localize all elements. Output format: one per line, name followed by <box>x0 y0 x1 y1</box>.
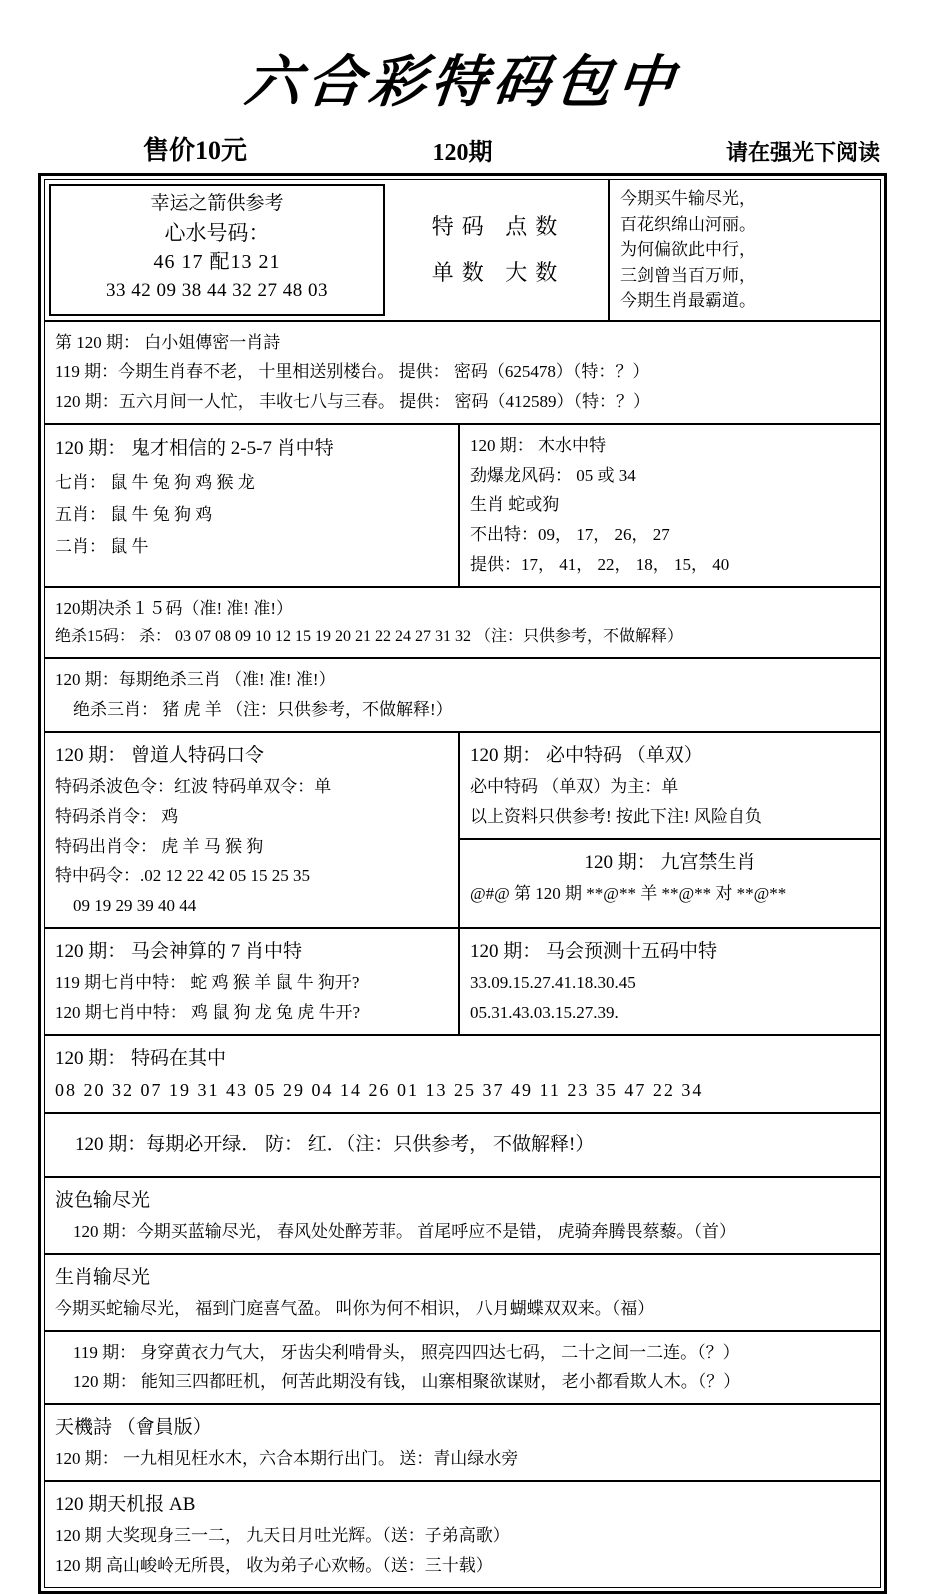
baixiaojie-line-120: 120 期：五六月间一人忙， 丰收七八与三春。 提供： 密码（412589）（特：？） <box>55 392 650 411</box>
jiugong-title: 120 期： 九宫禁生肖 <box>584 851 756 873</box>
issue-label: 120期 <box>432 140 493 166</box>
mahui-yuce-r1: 33.09.15.27.41.18.30.45 <box>470 973 636 992</box>
mahui-119: 119 期七肖中特： 蛇 鸡 猴 羊 鼠 牛 狗开? <box>55 973 360 992</box>
lucky-line-1: 46 17 配13 21 <box>153 250 281 273</box>
mushui-tigong: 提供：17， 41， 22， 18， 15， 40 <box>470 554 730 574</box>
poem-line: 百花织绵山河丽。 <box>620 214 756 234</box>
guicai-2xiao: 二肖： 鼠 牛 <box>55 537 149 557</box>
mid-line-2: 单数 大数 <box>431 259 566 285</box>
mahui-yuce-title: 120 期： 马会预测十五码中特 <box>470 940 718 962</box>
mushui-shengxiao: 生肖 蛇或狗 <box>470 495 560 515</box>
bose-line: 120 期：今期买蓝输尽光， 春风处处醉芳菲。 首尾呼应不是错， 虎骑奔腾畏蔡藜。（首） <box>73 1221 736 1241</box>
section-baixiaojie <box>45 322 880 425</box>
mushui-title: 120 期： 木水中特 <box>470 435 606 455</box>
section-juesha-sanxiao <box>45 659 880 733</box>
poem-line: 三剑曾当百万师， <box>620 265 756 285</box>
section-bikailv <box>45 1114 880 1177</box>
tianji-shi-title: 天機詩 （會員版） <box>55 1417 212 1439</box>
mid-box <box>389 180 608 320</box>
kouling-chuxiao: 特码出肖令： 虎 羊 马 猴 狗 <box>55 836 264 856</box>
section-tianji-shi <box>45 1405 880 1482</box>
poem-box <box>608 180 880 320</box>
section-bose <box>45 1178 880 1255</box>
mushui-longfengma: 劲爆龙风码： 05 或 34 <box>470 465 636 485</box>
tema-title: 120 期： 特码在其中 <box>55 1047 227 1069</box>
baixiaojie-line-119: 119 期：今期生肖春不老， 十里相送别楼台。 提供： 密码（625478）（特：？） <box>55 362 650 382</box>
kouling-shaxiao: 特码杀肖令： 鸡 <box>55 806 179 826</box>
tema-nums: 08 20 32 07 19 31 43 05 29 04 14 26 01 13 25 37 49 11 23 35 47 22 34 <box>55 1079 704 1100</box>
sanxiao-value: 绝杀三肖： 猪 虎 羊 （注：只供参考，不做解释!） <box>73 700 453 719</box>
kouling-zhongma: 特中码令：.02 12 22 42 05 15 25 35 <box>55 866 310 886</box>
bizhong-title: 120 期： 必中特码 （单双） <box>470 744 703 766</box>
poem-line: 今期买牛输尽光， <box>620 189 756 208</box>
poem-line: 为何偏欲此中行， <box>620 240 756 259</box>
kouling-zhongma-2: 09 19 29 39 40 44 <box>73 896 197 915</box>
bizhong-r1: 必中特码 （单双）为主：单 <box>470 777 679 796</box>
juesha15-title: 120期决杀１５码（准! 准! 准!） <box>55 598 293 618</box>
sanxiao-title: 120 期：每期绝杀三肖 （准! 准! 准!） <box>55 670 336 690</box>
mahui-shensuan-title: 120 期： 马会神算的 7 肖中特 <box>55 940 303 962</box>
guicai-title: 120 期： 鬼才相信的 2-5-7 肖中特 <box>55 437 334 459</box>
shi-119: 119 期： 身穿黄衣力气大， 牙齿尖利啃骨头， 照亮四四达七码， 二十之间一二连。（？） <box>73 1342 740 1362</box>
top-block <box>45 180 880 322</box>
page-title: 六合彩特码包中 <box>241 49 683 115</box>
section-tema-zaiqizhong <box>45 1036 880 1115</box>
poem-line: 今期生肖最霸道。 <box>620 291 756 310</box>
shengxiao-title: 生肖输尽光 <box>55 1266 151 1288</box>
kouling-title: 120 期： 曾道人特码口令 <box>55 744 265 766</box>
tianji-shi-line: 120 期： 一九相见枉水木，六合本期行出门。 送：青山绿水旁 <box>55 1449 519 1469</box>
page-root <box>0 38 925 1576</box>
lucky-line-2: 33 42 09 38 44 32 27 48 03 <box>106 279 328 301</box>
guicai-5xiao: 五肖： 鼠 牛 兔 狗 鸡 <box>55 505 213 525</box>
section-kouling <box>45 733 880 929</box>
price-label: 售价10元 <box>142 136 247 165</box>
shengxiao-line: 今期买蛇输尽光， 福到门庭喜气盈。 叫你为何不相识， 八月蝴蝶双双来。（福） <box>55 1298 655 1318</box>
tianjibao-r1: 120 期 大奖现身三一二， 九天日月吐光辉。（送：子弟高歌） <box>55 1526 510 1546</box>
section-shi-119-120 <box>45 1332 880 1406</box>
section-shengxiao <box>45 1255 880 1332</box>
mahui-yuce-r2: 05.31.43.03.15.27.39. <box>470 1002 619 1022</box>
mushui-buchute: 不出特：09， 17， 26， 27 <box>470 525 670 544</box>
lucky-label: 心水号码： <box>164 220 270 245</box>
read-note: 请在强光下阅读 <box>725 140 880 165</box>
header-subrow <box>45 130 880 167</box>
mahui-120: 120 期七肖中特： 鸡 鼠 狗 龙 兔 虎 牛开? <box>55 1002 361 1022</box>
lucky-box <box>49 184 385 316</box>
shi-120: 120 期： 能知三四都旺机， 何苦此期没有钱， 山寨相聚欲谋财， 老小都看欺人木。（？） <box>73 1372 741 1392</box>
mid-line-1: 特码 点数 <box>431 213 566 239</box>
section-tianjibao <box>45 1482 880 1587</box>
guicai-7xiao: 七肖： 鼠 牛 兔 狗 鸡 猴 龙 <box>55 472 255 492</box>
bizhong-r2: 以上资料只供参考! 按此下注! 风险自负 <box>470 806 762 826</box>
section-juesha15 <box>45 588 880 660</box>
tianjibao-title: 120 期天机报 AB <box>55 1494 196 1516</box>
lucky-title: 幸运之箭供参考 <box>150 193 284 214</box>
section-mahui <box>45 929 880 1036</box>
bikailv-line: 120 期：每期必开绿． 防： 红．（注：只供参考， 不做解释!） <box>75 1134 595 1156</box>
bose-title: 波色输尽光 <box>55 1189 151 1211</box>
section-guicai <box>45 425 880 588</box>
content-frame <box>38 173 887 1594</box>
baixiaojie-title: 第 120 期： 白小姐傳密一肖詩 <box>55 332 281 352</box>
juesha15-nums: 绝杀15码： 杀： 03 07 08 09 10 12 15 19 20 21 22 24 27 31 32 （注：只供参考，不做解释） <box>55 628 684 646</box>
kouling-bose: 特码杀波色令：红波 特码单双令：单 <box>55 777 332 796</box>
tianjibao-r2: 120 期 高山峻岭无所畏， 收为弟子心欢畅。（送：三十载） <box>55 1556 493 1576</box>
jiugong-r1: @#@ 第 120 期 **@** 羊 **@** 对 **@** <box>470 883 787 903</box>
